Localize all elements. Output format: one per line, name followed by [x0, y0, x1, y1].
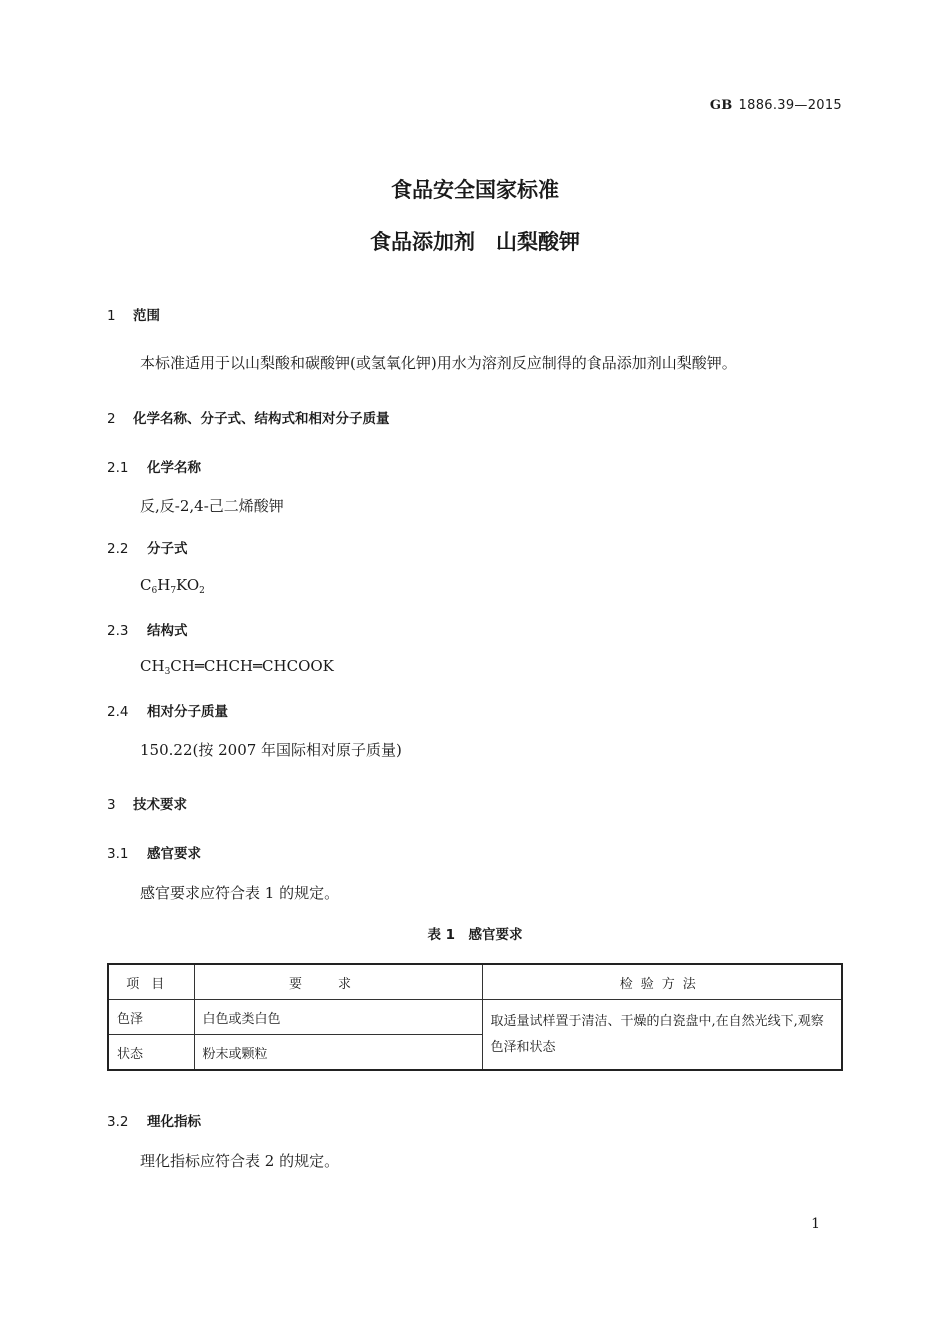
- section-2-2-heading: 2.2 分子式: [107, 541, 188, 557]
- header-requirement: 要求: [194, 964, 482, 1000]
- section-3-heading: 3 技术要求: [107, 797, 187, 813]
- molecular-mass: 150.22(按 2007 年国际相对原子质量): [140, 741, 402, 759]
- section-3-1-heading: 3.1 感官要求: [107, 846, 201, 862]
- cell-requirement: 白色或类白色: [194, 1000, 482, 1035]
- section-2-heading: 2 化学名称、分子式、结构式和相对分子质量: [107, 411, 390, 427]
- molecular-formula: $C_6H_7KO_2$: [140, 576, 205, 596]
- standard-code: 1886.39—2015: [738, 98, 842, 113]
- section-2-4-heading: 2.4 相对分子质量: [107, 704, 228, 720]
- standard-prefix: GB: [709, 98, 733, 113]
- cell-method: 取适量试样置于清洁、干燥的白瓷盘中,在自然光线下,观察色泽和状态: [482, 1000, 842, 1071]
- standard-number: [710, 98, 842, 113]
- structural-formula: $CH_3CH═CHCH═CHCOOK$: [140, 657, 334, 677]
- document-subtitle: 食品添加剂 山梨酸钾: [370, 230, 580, 254]
- header-item: 项目: [108, 964, 194, 1000]
- table-header-row: [108, 964, 842, 1000]
- page-number: 1: [811, 1216, 820, 1232]
- section-3-2-heading: 3.2 理化指标: [107, 1114, 201, 1130]
- section-3-1-text: 感官要求应符合表 1 的规定。: [140, 884, 340, 902]
- cell-item: 色泽: [108, 1000, 194, 1035]
- table-row: [108, 1000, 842, 1035]
- section-1-text: 本标准适用于以山梨酸和碳酸钾(或氢氧化钾)用水为溶剂反应制得的食品添加剂山梨酸钾。: [140, 354, 737, 372]
- cell-item: 状态: [108, 1035, 194, 1071]
- chemical-name: 反,反-2,4-己二烯酸钾: [140, 497, 284, 515]
- section-3-2-text: 理化指标应符合表 2 的规定。: [140, 1152, 340, 1170]
- table-1-caption: 表 1 感官要求: [427, 927, 523, 943]
- section-1-heading: 1 范围: [107, 308, 160, 324]
- document-title: 食品安全国家标准: [391, 178, 559, 202]
- cell-requirement: 粉末或颗粒: [194, 1035, 482, 1071]
- sensory-requirements-table: [107, 963, 843, 1071]
- header-method: 检验方法: [482, 964, 842, 1000]
- section-2-1-heading: 2.1 化学名称: [107, 460, 201, 476]
- section-2-3-heading: 2.3 结构式: [107, 623, 188, 639]
